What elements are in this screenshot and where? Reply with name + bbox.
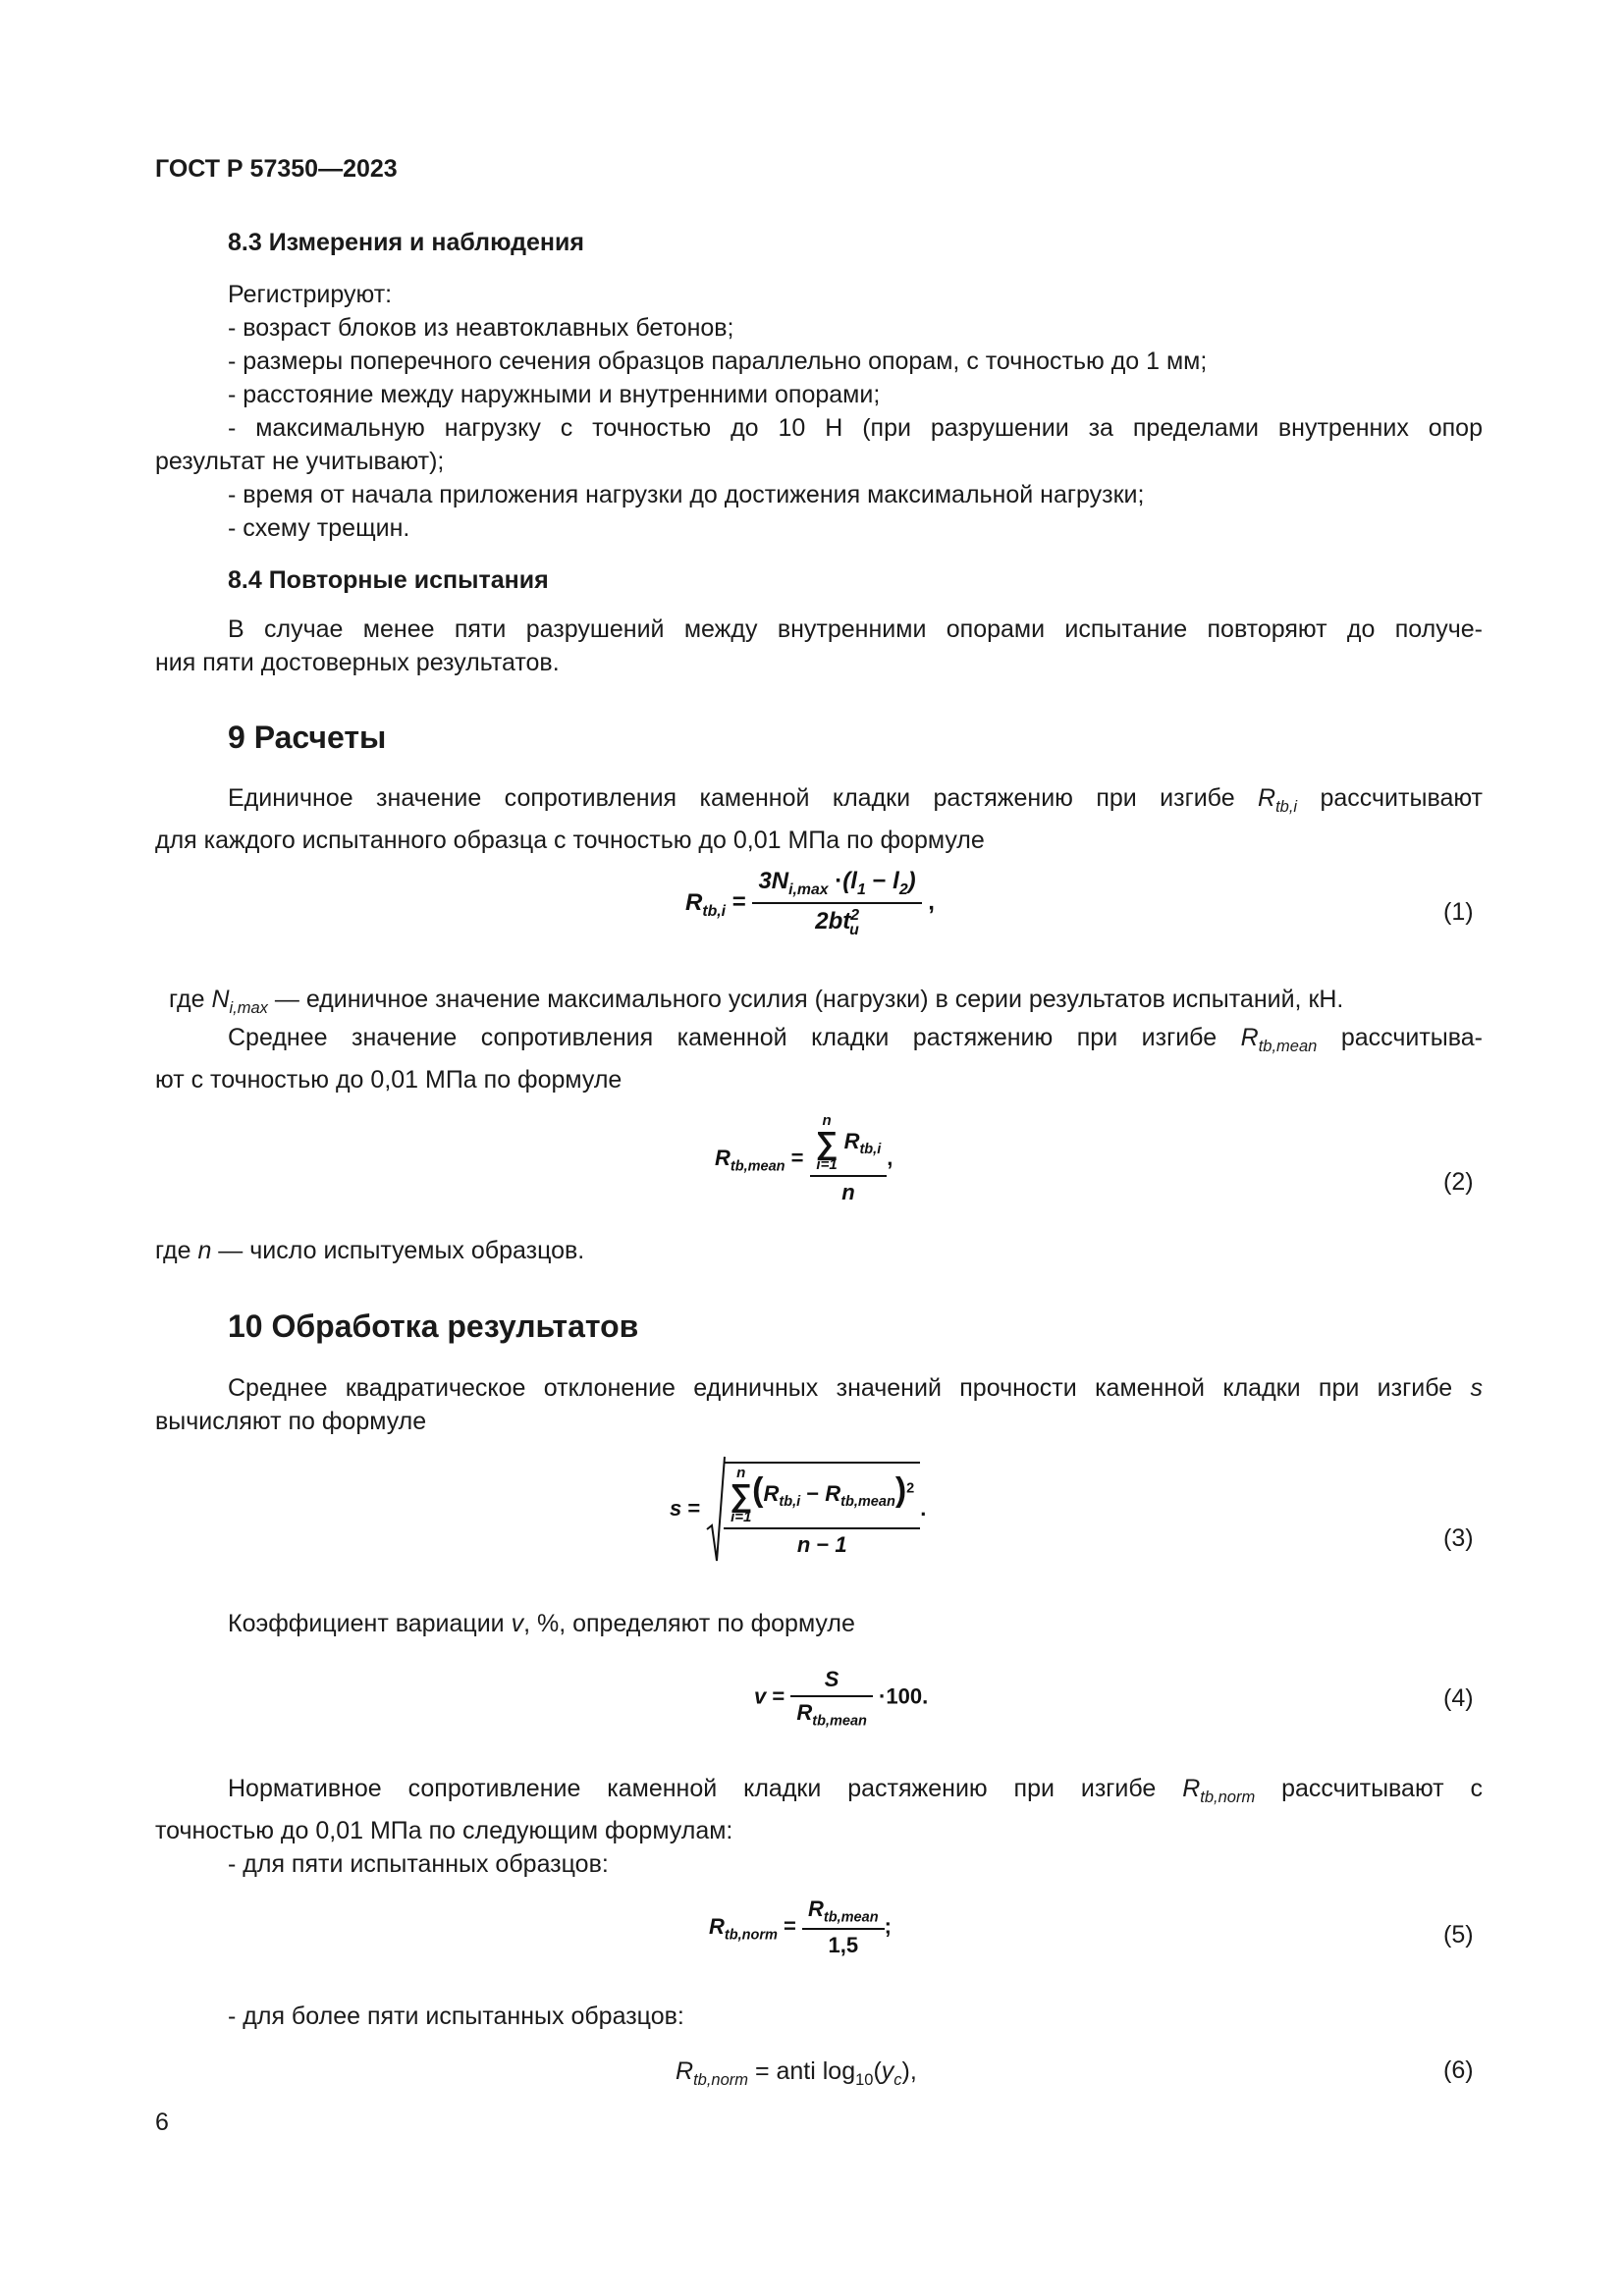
where-line-2: где n — число испытуемых образцов. — [155, 1237, 585, 1264]
paragraph-line: Нормативное сопротивление каменной кладки растяжению при изгибе $R_{tb,norm}$ рассчитывают с — [228, 1775, 1483, 1806]
section-10-para-1 — [155, 1371, 1483, 1438]
section-8-4-heading: 8.4 Повторные испытания — [228, 566, 549, 594]
list-item: - расстояние между наружными и внутренними опорами; — [228, 381, 881, 408]
paragraph-line: ют с точностью до 0,01 МПа по формуле — [155, 1066, 623, 1094]
formula-6: $R_{tb,norm}$ = anti $\log_{10}(y_c)$, — [676, 2057, 917, 2089]
section-8-3-body — [155, 278, 1483, 545]
formula-1: $R_{tb,i}$ = $\frac{3N_{i,max} \cdot(l_1 - l_2)}{2bt^2_u}$ , — [685, 868, 935, 938]
list-item: - для пяти испытанных образцов: — [228, 1850, 609, 1878]
page-number: 6 — [155, 2109, 169, 2136]
formula-3: s = n ∑ i=1 $(R_{tb,i} - R_{tb,mean})^2$ n − 1 . — [670, 1455, 926, 1565]
section-9-heading: 9 Расчеты — [228, 720, 387, 755]
formula-2: $R_{tb,mean}$ = n ∑ i=1 $R_{tb,i}$ n , — [715, 1112, 893, 1204]
paragraph-line: Среднее квадратическое отклонение единичных значений прочности каменной кладки при изгибе s — [228, 1374, 1483, 1402]
section-10-heading: 10 Обработка результатов — [228, 1308, 639, 1344]
equation-number: (6) — [1443, 2056, 1474, 2084]
list-item: - для более пяти испытанных образцов: — [228, 2002, 684, 2030]
paragraph-line: точностью до 0,01 МПа по следующим формулам: — [155, 1817, 733, 1844]
formula-5: $R_{tb,norm}$ = $\frac{R_{tb,mean}}{1,5}$ ; — [709, 1896, 892, 1958]
paragraph-line: В случае менее пяти разрушений между внутренними опорами испытание повторяют до получе- — [228, 615, 1483, 643]
equation-number: (2) — [1443, 1168, 1474, 1196]
document-code: ГОСТ Р 57350—2023 — [155, 155, 398, 183]
sqrt-glyph — [706, 1455, 726, 1565]
paragraph-line: ния пяти достоверных результатов. — [155, 649, 560, 676]
section-8-3-heading: 8.3 Измерения и наблюдения — [228, 229, 584, 256]
paragraph-line: вычисляют по формуле — [155, 1408, 427, 1435]
paragraph-line: Единичное значение сопротивления каменной кладки растяжению при изгибе $R_{tb,i}$ рассчитывают — [228, 784, 1483, 816]
section-10-para-2: Коэффициент вариации v, %, определяют по формуле — [228, 1610, 855, 1637]
equation-number: (4) — [1443, 1684, 1474, 1712]
list-item: - время от начала приложения нагрузки до достижения максимальной нагрузки; — [228, 481, 1145, 508]
where-line-1: где $N_{i,max}$ — единичное значение максимального усилия (нагрузки) в серии результатов испытаний, кН. — [169, 986, 1344, 1017]
list-item: - размеры поперечного сечения образцов параллельно опорам, с точностью до 1 мм; — [228, 347, 1208, 375]
section-9-para-2 — [155, 1021, 1483, 1096]
formula-4: v = $\frac{S}{R_{tb,mean}}$ ·100. — [754, 1667, 929, 1730]
list-item-continuation: результат не учитывают); — [155, 448, 445, 475]
registry-intro: Регистрируют: — [228, 281, 393, 308]
section-9-para-1 — [155, 781, 1483, 857]
equation-number: (1) — [1443, 898, 1474, 926]
list-item: - схему трещин. — [228, 514, 410, 542]
sqrt-sign: n ∑ i=1 $(R_{tb,i} - R_{tb,mean})^2$ n − 1 — [706, 1455, 920, 1565]
section-10-para-3 — [155, 1772, 1483, 1881]
equation-number: (3) — [1443, 1524, 1474, 1552]
section-8-4-body — [155, 613, 1483, 679]
paragraph-line: для каждого испытанного образца с точностью до 0,01 МПа по формуле — [155, 827, 985, 854]
list-item: - возраст блоков из неавтоклавных бетонов; — [228, 314, 734, 342]
equation-number: (5) — [1443, 1921, 1474, 1949]
list-item: - максимальную нагрузку с точностью до 10 Н (при разрушении за пределами внутренних опор — [228, 414, 1483, 442]
paragraph-line: Среднее значение сопротивления каменной кладки растяжению при изгибе $R_{tb,mean}$ рассчитыва- — [228, 1024, 1483, 1055]
